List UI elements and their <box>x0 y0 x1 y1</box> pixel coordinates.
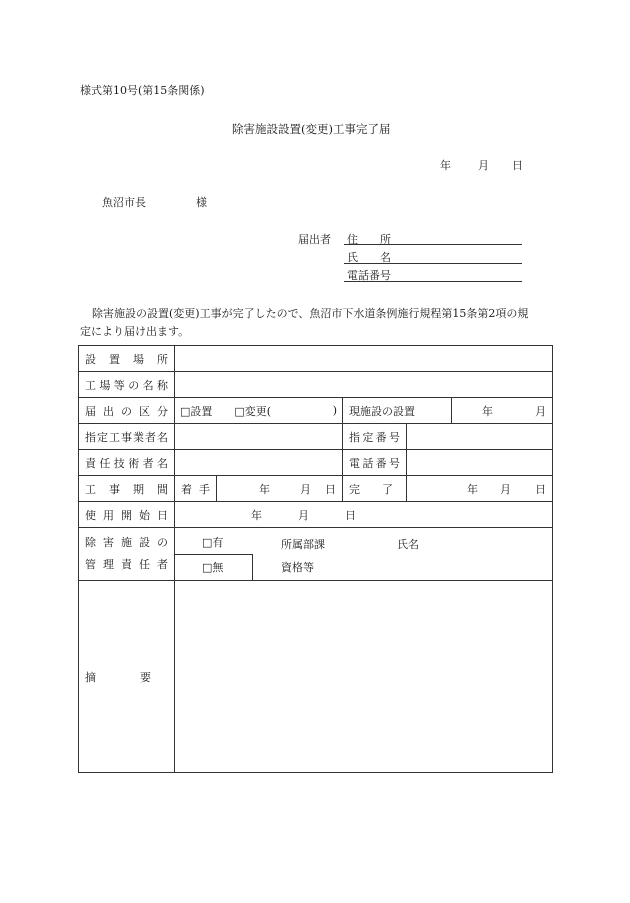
manager-label-line2: 管理責任者 <box>85 558 168 571</box>
dept-label: 所属部課 <box>281 538 325 551</box>
row-factory-name <box>79 372 553 398</box>
phone-label: 電話番号 <box>343 450 407 476</box>
complete-year: 年 <box>467 482 478 496</box>
change-paren-close: ) <box>332 404 337 417</box>
applicant-phone-label: 電話番号 <box>347 269 391 282</box>
applicant-address-label: 住 所 <box>347 233 391 246</box>
row-period <box>79 476 553 502</box>
row-use-start <box>79 502 553 528</box>
install-checkbox[interactable]: □設置 <box>180 404 213 418</box>
use-start-month: 月 <box>298 508 309 522</box>
contractor-label: 指定工事業者名 <box>79 424 175 450</box>
contractor-value[interactable] <box>175 424 343 450</box>
applicant-phone-line[interactable] <box>344 266 522 282</box>
use-start-day: 日 <box>345 508 356 522</box>
use-start-year: 年 <box>251 508 262 522</box>
row-remarks <box>79 581 553 773</box>
body-text-line2: 定により届け出ます。 <box>80 325 190 338</box>
applicant-name-line[interactable] <box>344 248 522 264</box>
row-contractor <box>79 424 553 450</box>
complete-day: 日 <box>535 482 547 496</box>
start-year: 年 <box>259 482 270 496</box>
start-label: 着手 <box>175 476 217 502</box>
current-install-month: 月 <box>535 404 547 418</box>
date-month: 月 <box>478 159 489 172</box>
manager-label-line1: 除害施設の <box>85 536 168 549</box>
row-notification-type <box>79 398 553 424</box>
date-day: 日 <box>512 159 523 172</box>
current-install-label: 現施設の設置 <box>343 398 452 424</box>
date-year: 年 <box>440 159 451 172</box>
row-engineer <box>79 450 553 476</box>
current-install-year: 年 <box>482 404 493 418</box>
location-label: 設置場所 <box>79 346 175 372</box>
factory-name-value[interactable] <box>175 372 553 398</box>
engineer-label: 責任技術者名 <box>79 450 175 476</box>
applicant-name-label: 氏 名 <box>347 251 391 264</box>
start-date[interactable] <box>217 476 343 502</box>
use-start-label: 使用開始日 <box>79 502 175 528</box>
manager-none-checkbox[interactable]: □無 <box>202 561 224 574</box>
start-month: 月 <box>300 482 311 496</box>
notification-type-options <box>175 398 343 424</box>
designation-no-value[interactable] <box>407 424 553 450</box>
location-value[interactable] <box>175 346 553 372</box>
completion-form-table <box>78 345 553 773</box>
manager-has-checkbox[interactable]: □有 <box>202 536 224 549</box>
use-start-date[interactable] <box>175 502 553 528</box>
page-title: 除害施設設置(変更)工事完了届 <box>232 122 391 136</box>
notification-type-label: 届出の区分 <box>79 398 175 424</box>
person-name-label: 氏名 <box>397 538 419 551</box>
form-number: 様式第10号(第15条関係) <box>80 84 205 97</box>
row-location <box>79 346 553 372</box>
body-text-line1: 除害施設の設置(変更)工事が完了したので、魚沼市下水道条例施行規程第15条第2項の規 <box>92 307 529 320</box>
addressee-name: 魚沼市長 <box>102 196 146 209</box>
remarks-label: 摘 要 <box>79 581 175 773</box>
engineer-value[interactable] <box>175 450 343 476</box>
change-checkbox[interactable]: □変更( <box>234 404 272 418</box>
qualification-label: 資格等 <box>281 561 314 574</box>
current-install-date[interactable] <box>452 398 553 424</box>
designation-no-label: 指定番号 <box>343 424 407 450</box>
applicant-label: 届出者 <box>298 233 331 246</box>
start-day: 日 <box>325 482 336 496</box>
phone-value[interactable] <box>407 450 553 476</box>
factory-name-label: 工場等の名称 <box>79 372 175 398</box>
applicant-address-line[interactable] <box>344 230 522 245</box>
row-manager <box>79 528 553 581</box>
remarks-value[interactable] <box>175 581 553 773</box>
complete-date[interactable] <box>407 476 553 502</box>
addressee-honorific: 様 <box>196 196 207 209</box>
manager-value <box>175 528 553 581</box>
complete-month: 月 <box>500 482 511 496</box>
manager-label <box>79 528 175 581</box>
period-label: 工事期間 <box>79 476 175 502</box>
complete-label: 完 了 <box>343 476 407 502</box>
